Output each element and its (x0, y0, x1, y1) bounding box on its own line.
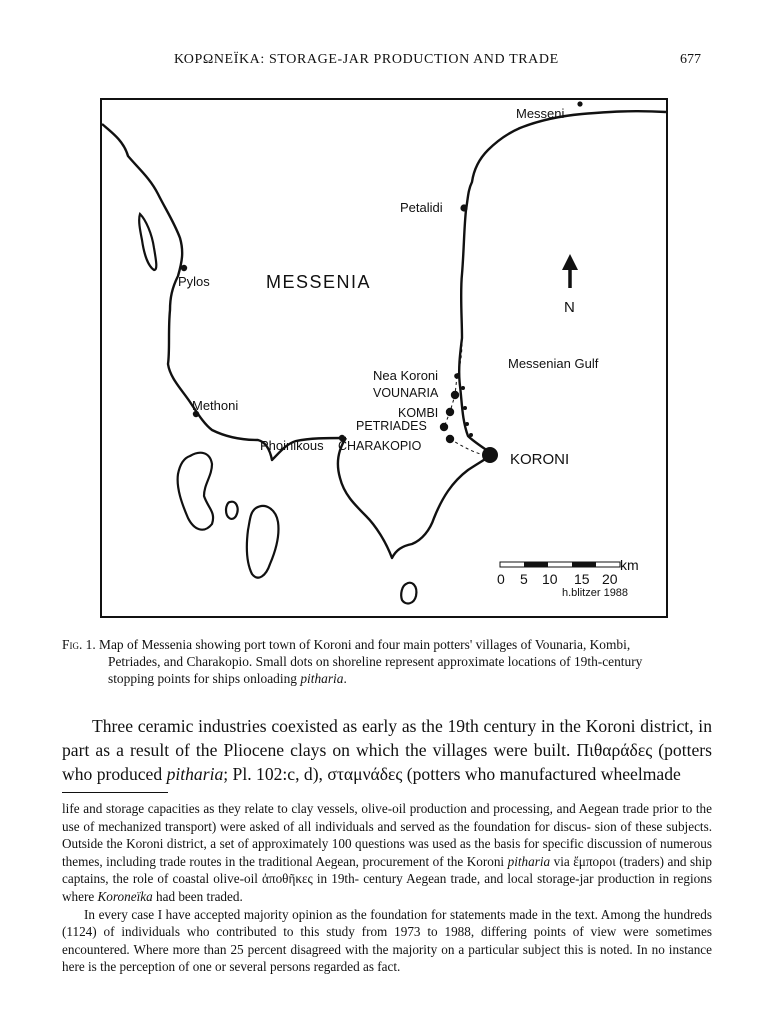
caption-italic: pitharia (300, 671, 344, 686)
map-figure (100, 98, 668, 618)
scale-bar (500, 562, 620, 567)
footnote-line: life and storage capacities as they relate to clay vessels, olive-oil production and processing, and Aegean trade (62, 801, 649, 816)
footnote-italic: Koroneïka (97, 888, 153, 904)
body-line: part as a result of the Pliocene clays on which the villages were built. Πιθαράδες (potters (62, 740, 712, 760)
shore-dot (463, 406, 467, 410)
label-petalidi: Petalidi (400, 200, 443, 215)
caption-line: Map of Messenia showing port town of Koroni and four main potters' villages of Vounaria, Kombi, (99, 637, 631, 652)
label-messeni: Messeni (516, 106, 565, 121)
footnote-line: sion of these subjects. Outside the Koroni district, a set of approximately 100 questions was used as the basis (62, 818, 713, 852)
label-methoni: Methoni (192, 398, 239, 413)
map-svg (100, 98, 668, 618)
caption-end: . (343, 671, 347, 686)
body-italic: pitharia (166, 764, 224, 784)
running-title: ΚΟΡΩΝΕΪΚΑ: STORAGE-JAR PRODUCTION AND TRADE (174, 52, 559, 67)
footnote-line: were sometimes encountered. Where more than 25 percent disagreed with the majority on a particular subject (62, 924, 712, 957)
footnote-line: for specific discussion of numerous themes, including trade routes in the traditional Aegean, procurement of (62, 836, 712, 869)
footnote-line: prior to the use of mechanized transport) were asked of all individuals and served as the foundation for discus- (62, 801, 712, 834)
shore-dot (461, 386, 465, 390)
shore-dot (465, 422, 469, 426)
caption-line: Petriades, and Charakopio. Small dots on shoreline represent approximate locations of 19th-century (108, 654, 643, 669)
body-line: who produced (62, 764, 167, 784)
messeni-dot (577, 101, 582, 106)
body-line: Three ceramic industries coexisted as early as the 19th century in the Koroni district, in (92, 716, 712, 736)
label-petriades: PETRIADES (356, 419, 427, 433)
footnote-italic: pitharia (507, 853, 551, 869)
body-line: ; Pl. 102:c, d), σταμνάδες (potters who manufactured wheelmade (223, 764, 681, 784)
footnote-line: had been traded. (152, 888, 243, 904)
footnote-line: century Aegean trade, and local storage-jar production in regions where (62, 871, 712, 904)
label-nea-koroni: Nea Koroni (373, 368, 439, 383)
footnote-line: In every case I have accepted majority opinion as the foundation for statements made in the text. Among (84, 906, 641, 922)
petriades-dot (440, 423, 448, 431)
shore-dot (469, 433, 473, 437)
koroni-dot (482, 447, 498, 463)
page-header (0, 52, 762, 74)
figure-label: Fig. 1. (62, 637, 96, 652)
label-phoinikous: Phoinikous (260, 438, 324, 453)
north-label: N (564, 299, 575, 316)
label-messenia: MESSENIA (266, 272, 372, 292)
page-number: 677 (680, 52, 701, 67)
label-vounaria: VOUNARIA (373, 386, 439, 400)
footnote-line: the Koroni (447, 853, 508, 869)
scale-tick-0: 0 (497, 571, 505, 587)
label-charakopio: CHARAKOPIO (338, 439, 422, 453)
scale-tick-20: 20 (602, 571, 618, 587)
footnote-line: this is noted. In no instance here is the perception of one or several persons regarded as fact. (62, 941, 713, 975)
footnote-divider (62, 792, 168, 793)
scale-tick-5: 5 (520, 571, 528, 587)
petalidi-dot (460, 204, 467, 211)
footnote-line: via ἔμποροι (traders) and ship captains, the role of coastal olive-oil ἀποθῆκες in 19th- (62, 853, 712, 887)
caption-line: stopping points for ships onloading (108, 671, 301, 686)
scale-tick-15: 15 (574, 571, 590, 587)
footnotes (62, 800, 712, 976)
label-messenian-gulf: Messenian Gulf (508, 356, 599, 371)
pylos-dot (181, 265, 187, 271)
body-paragraph (62, 714, 712, 786)
map-credit: h.blitzer 1988 (562, 587, 629, 599)
scale-unit: km (620, 557, 639, 573)
label-pylos: Pylos (178, 274, 210, 289)
footnote-line: the hundreds (1124) of individuals who contributed to this study from 1973 to 1988, differing points of view (62, 906, 713, 940)
label-kombi: KOMBI (398, 406, 439, 420)
scale-tick-10: 10 (542, 571, 558, 587)
figure-caption (62, 636, 712, 687)
label-koroni: KORONI (510, 451, 570, 468)
